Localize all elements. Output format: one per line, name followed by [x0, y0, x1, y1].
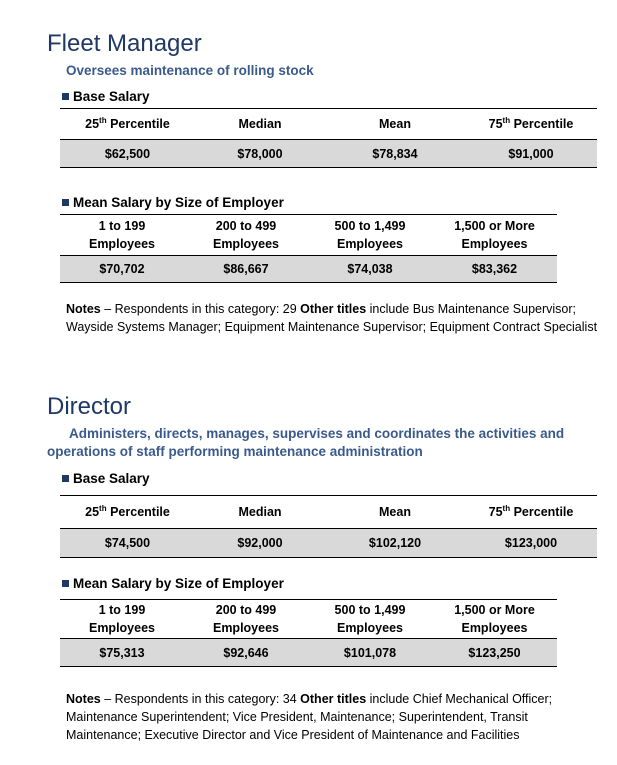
column-header: 25th Percentile [85, 503, 170, 519]
by-size-heading-text: Mean Salary by Size of Employer [73, 576, 284, 591]
job-title: Director [47, 393, 132, 420]
square-bullet-icon [62, 199, 69, 206]
table-cell: $102,120 [368, 536, 422, 550]
table-cell: $62,500 [104, 146, 151, 161]
column-header: 1 to 199 Employees [88, 219, 155, 251]
square-bullet-icon [62, 475, 69, 482]
job-description: Oversees maintenance of rolling stock [66, 63, 314, 78]
table-cell: $75,313 [99, 645, 145, 660]
table-row [60, 255, 557, 283]
by-size-heading [62, 575, 284, 593]
column-header: Median [238, 117, 282, 131]
table-cell: $78,000 [237, 146, 283, 161]
table-cell: $123,000 [504, 536, 558, 550]
table-cell: $78,834 [372, 146, 418, 161]
column-header: Mean [379, 117, 411, 131]
job-title: Fleet Manager [47, 30, 202, 57]
column-header: Median [238, 505, 282, 519]
by-size-table [60, 599, 557, 667]
column-header: Mean [379, 505, 411, 519]
by-size-table [60, 214, 557, 283]
column-header: 25th Percentile [85, 115, 170, 131]
by-size-heading-text: Mean Salary by Size of Employer [73, 195, 284, 210]
table-row [60, 139, 597, 168]
column-header: 75th Percentile [488, 115, 574, 131]
column-header: 1,500 or More Employees [454, 603, 535, 635]
table-cell: $74,500 [104, 536, 151, 550]
square-bullet-icon [62, 93, 69, 100]
table-cell: $74,038 [347, 262, 393, 276]
column-header: 1 to 199 Employees [88, 603, 155, 635]
notes: Notes – Respondents in this category: 29 Other titles include Bus Maintenance Supervisor; Wayside Systems Manager; Equipment Maintenance Supervisor; Equipment Contract Specialist [66, 302, 598, 334]
column-header: 200 to 499 Employees [212, 603, 279, 635]
table-cell: $101,078 [343, 645, 397, 660]
base-salary-heading-text: Base Salary [73, 471, 150, 486]
table-cell: $123,250 [468, 645, 521, 660]
base-salary-table [60, 108, 597, 168]
column-header: 200 to 499 Employees [212, 219, 279, 251]
column-header: 1,500 or More Employees [454, 219, 535, 251]
job-description: Administers, directs, manages, supervises and coordinates the activities and operations of staff performing maintenance administration [47, 426, 565, 459]
table-cell: $86,667 [223, 262, 269, 276]
table-cell: $91,000 [508, 146, 554, 161]
table-cell: $70,702 [99, 262, 145, 276]
base-salary-table [60, 495, 597, 558]
by-size-heading [62, 194, 284, 212]
base-salary-heading [62, 470, 150, 488]
square-bullet-icon [62, 580, 69, 587]
table-row [60, 528, 597, 558]
table-cell: $83,362 [471, 262, 518, 276]
table-cell: $92,000 [237, 536, 283, 550]
base-salary-heading-text: Base Salary [73, 89, 150, 104]
table-cell: $92,646 [223, 645, 269, 660]
column-header: 500 to 1,499 Employees [334, 603, 406, 635]
notes: Notes – Respondents in this category: 34 Other titles include Chief Mechanical Officer; Maintenance Superintendent; Vice President, Maintenance; Superintendent, Transit Maintenance; Executive Director and Vice President of Maintenance and Facilities [66, 692, 553, 742]
table-row [60, 638, 557, 667]
base-salary-heading [62, 88, 150, 106]
column-header: 500 to 1,499 Employees [334, 219, 406, 251]
column-header: 75th Percentile [488, 503, 574, 519]
